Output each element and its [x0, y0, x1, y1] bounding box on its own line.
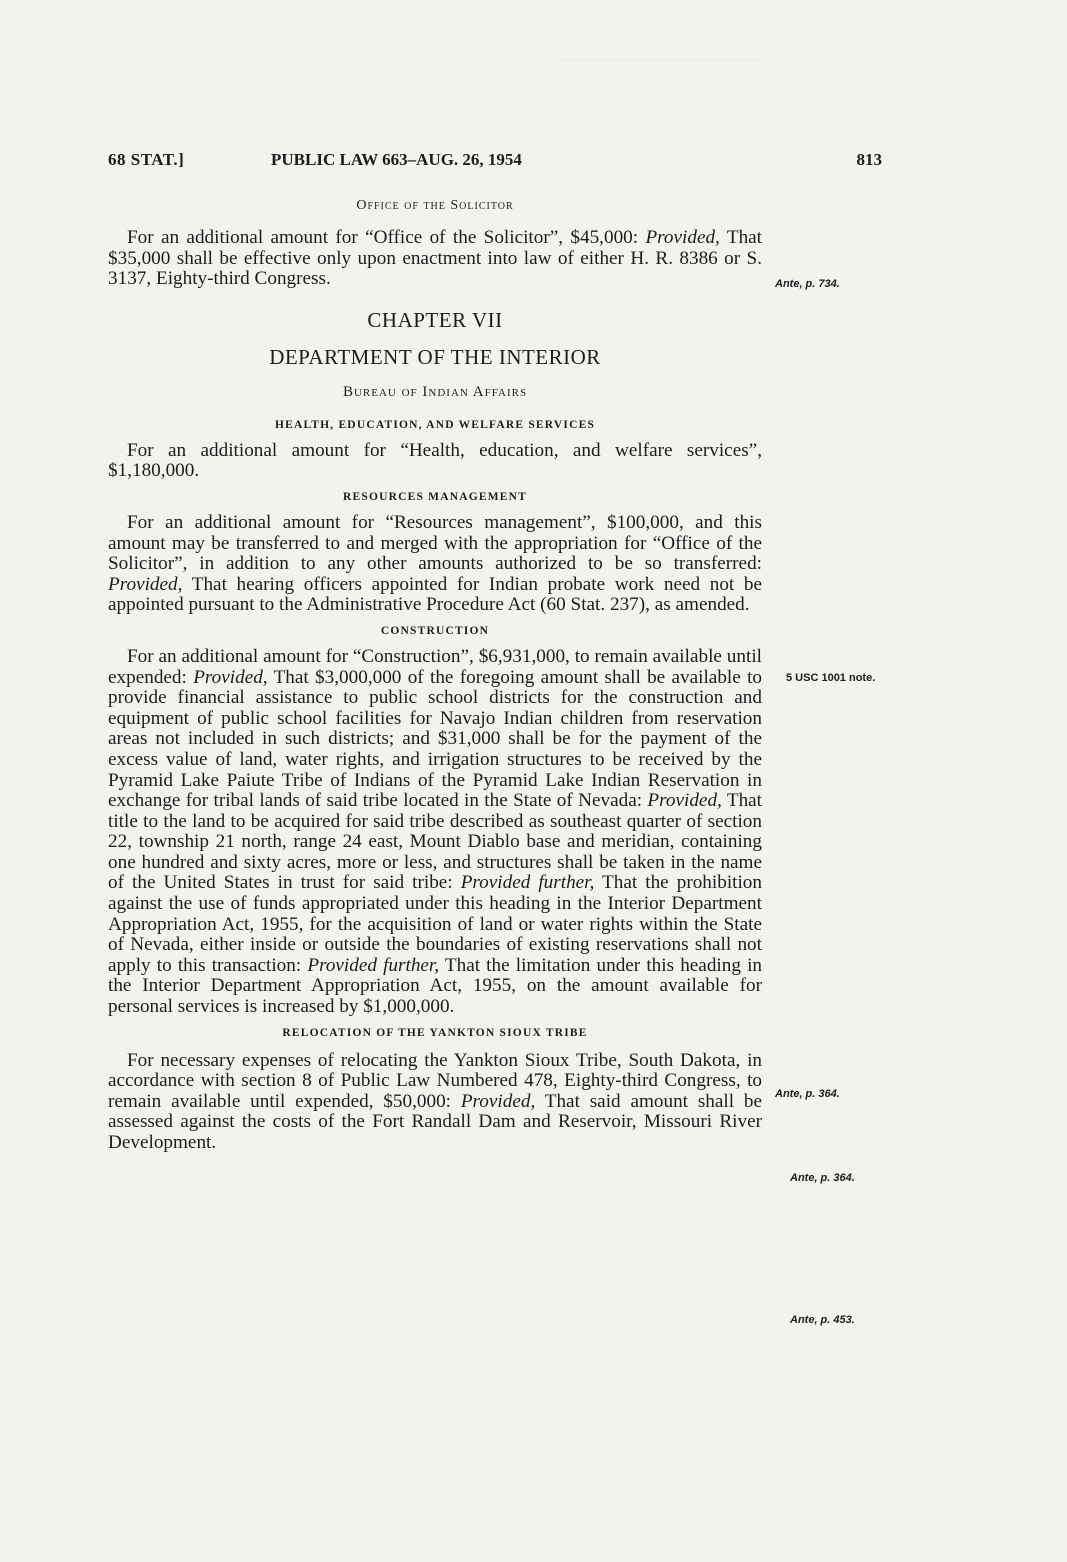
relocation-text-b: That said amount shall be assessed against the costs of the Fort Randall Dam and Reservoir, Missouri River Development.	[108, 1090, 762, 1153]
construction-text-e: That the limitation under this heading in the Interior Department Appropriation Act, 1955, on the amount available for personal services is increased by $1,000,000.	[108, 954, 762, 1018]
bleed-through-texture	[560, 60, 760, 121]
relocation-provided: Provided,	[460, 1090, 536, 1112]
heading-health-education: HEALTH, EDUCATION, AND WELFARE SERVICES	[274, 418, 596, 431]
construction-text-d: That the prohibition against the use of funds appropriated under this heading in the Interior Department Appropriation Act, 1955, for the acquisition of land or water rights within the State of Nevada, either inside or outside the boundaries of existing reservations shall not apply to this transaction:	[108, 872, 762, 976]
volume-reference: 68 STAT.]	[108, 150, 185, 169]
margin-note-ante-364-b: Ante, p. 364.	[790, 1172, 855, 1184]
text-column	[108, 198, 762, 1154]
construction-provided-2: Provided,	[647, 790, 722, 812]
law-title: PUBLIC LAW 663–AUG. 26, 1954	[271, 150, 522, 169]
construction-provided-1: Provided,	[193, 666, 268, 688]
bureau-heading: Bureau of Indian Affairs	[342, 383, 528, 400]
running-head	[108, 150, 882, 174]
margin-note-ante-453: Ante, p. 453.	[790, 1314, 855, 1326]
chapter-heading: CHAPTER VII	[367, 307, 503, 332]
solicitor-text-b: That $35,000 shall be effective only upon enactment into law of either H. R. 8386 or S. 3137, Eighty-third Congress.	[108, 227, 763, 290]
heading-construction: CONSTRUCTION	[380, 624, 490, 637]
resources-provided: Provided,	[108, 573, 183, 595]
construction-text-c: That title to the land to be acquired for said tribe described as southeast quarter of section 22, township 21 north, range 24 east, Mount Diablo base and meridian, containing one hundred and sixty acres, more or less, and structures shall be taken in the name of the United States in trust for said tribe:	[108, 790, 763, 894]
margin-note-usc-1001: 5 USC 1001 note.	[786, 672, 876, 684]
paragraph-health: For an additional amount for “Health, education, and welfare services”, $1,180,000.	[108, 439, 762, 482]
heading-resources-management: RESOURCES MANAGEMENT	[342, 490, 528, 503]
margin-note-ante-734: Ante, p. 734.	[775, 278, 840, 290]
construction-provided-4: Provided further,	[307, 954, 440, 976]
construction-text-a: For an additional amount for “Construction”, $6,931,000, to remain available until expended:	[108, 645, 762, 688]
solicitor-provided: Provided,	[645, 227, 720, 248]
heading-relocation-yankton: RELOCATION OF THE YANKTON SIOUX TRIBE	[282, 1026, 588, 1039]
paragraph-solicitor	[108, 228, 762, 290]
department-heading: DEPARTMENT OF THE INTERIOR	[269, 344, 601, 369]
solicitor-text-a: For an additional amount for “Office of the Solicitor”, $45,000:	[127, 227, 639, 248]
paragraph-resources	[108, 513, 762, 616]
resources-text-b: That hearing officers appointed for Indian probate work need not be appointed pursuant to the Administrative Procedure Act (60 Stat. 237), as amended.	[108, 573, 762, 616]
paragraph-relocation	[108, 1051, 762, 1154]
resources-text-a: For an additional amount for “Resources management”, $100,000, and this amount may be transferred to and merged with the appropriation for “Office of the Solicitor”, in addition to any other amounts authorized to be so transferred:	[108, 511, 762, 575]
margin-note-ante-364-a: Ante, p. 364.	[775, 1088, 840, 1100]
paragraph-construction	[108, 647, 762, 1018]
heading-office-of-solicitor: Office of the Solicitor	[356, 198, 514, 213]
construction-text-b: That $3,000,000 of the foregoing amount shall be available to provide financial assistance to public school districts for the construction and equipment of public school facilities for Navajo Indian children from reservation areas not included in such districts; and $31,000 shall be for the payment of the excess value of land, water rights, and irrigation structures to be received by the Pyramid Lake Paiute Tribe of Indians of the Pyramid Lake Indian Reservation in exchange for tribal lands of said tribe located in the State of Nevada:	[108, 666, 763, 812]
page-number: 813	[856, 150, 882, 169]
relocation-text-a: For necessary expenses of relocating the Yankton Sioux Tribe, South Dakota, in accordance with section 8 of Public Law Numbered 478, Eighty-third Congress, to remain available until expended, $50,000:	[108, 1049, 762, 1112]
construction-provided-3: Provided further,	[460, 872, 595, 894]
